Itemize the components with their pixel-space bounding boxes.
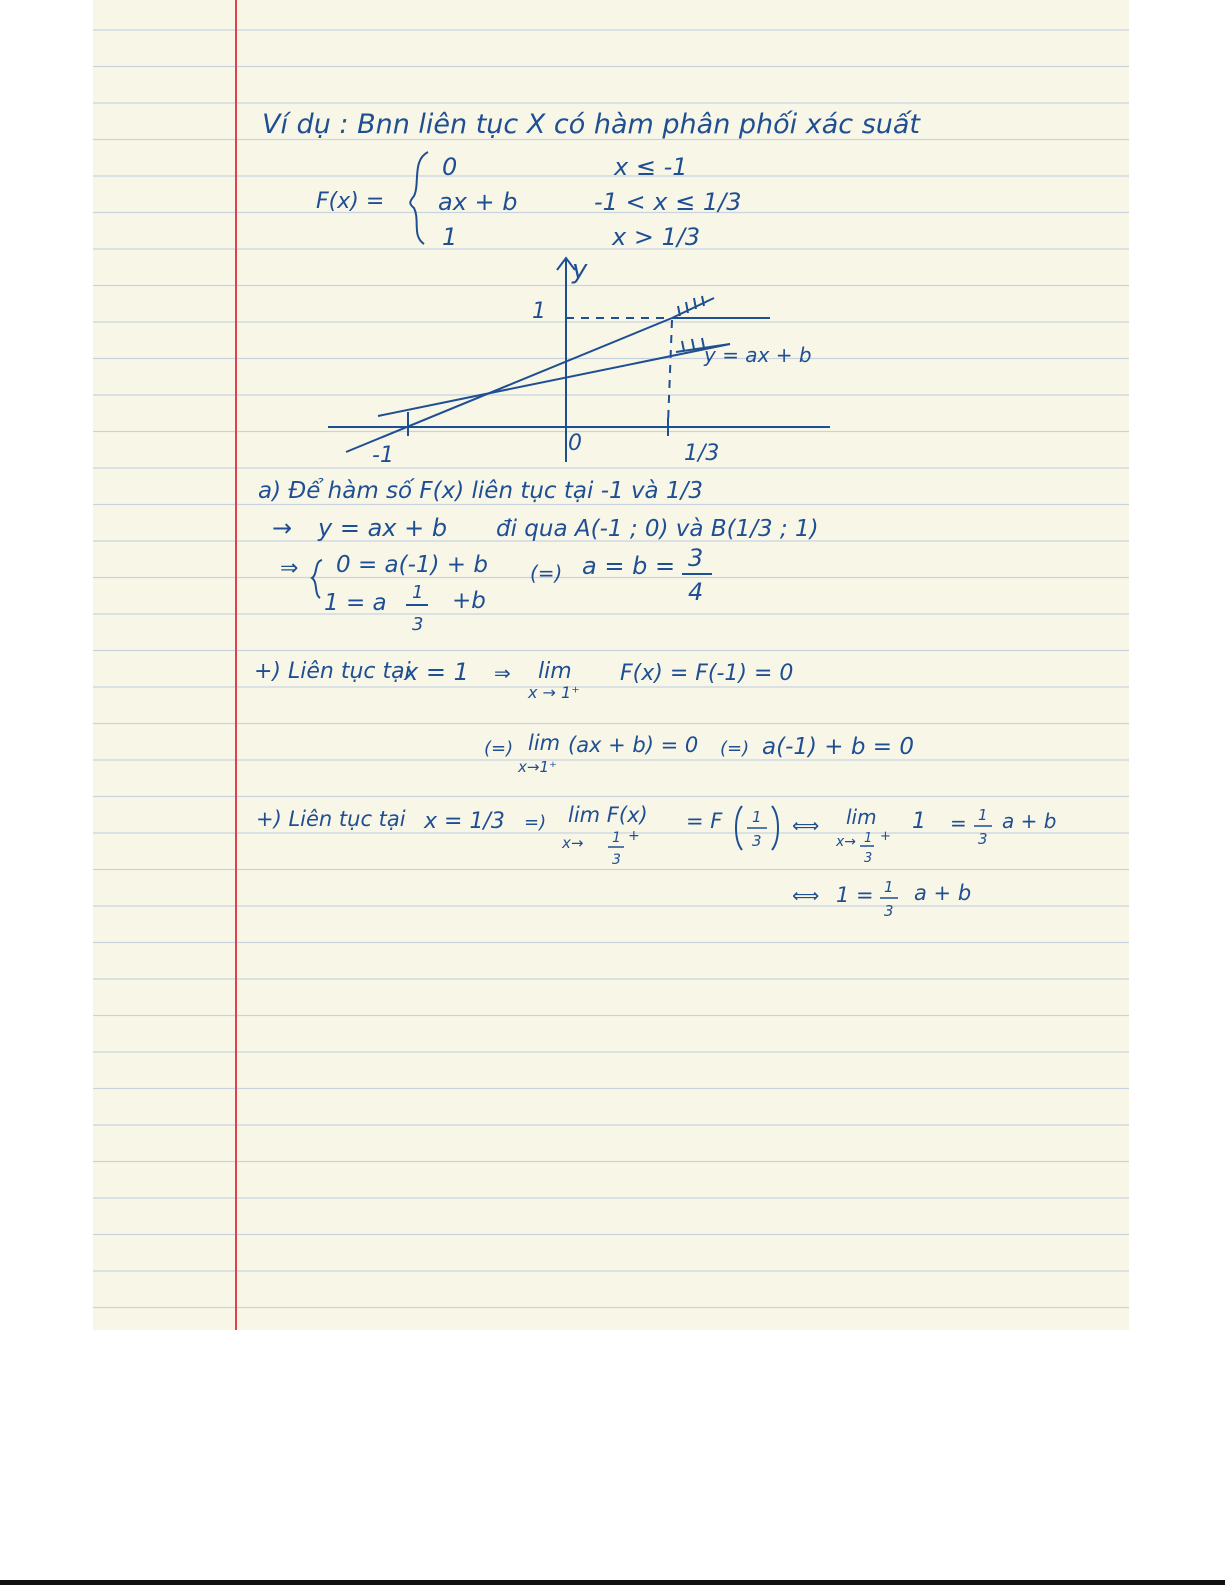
cont2-point: x = 1/3 <box>424 809 505 834</box>
y-axis-label: y <box>572 255 588 285</box>
part-a-line-expr: y = ax + b <box>318 514 448 542</box>
cont2-bullet: +) Liên tục tại <box>256 807 406 831</box>
cont1-l2-lim: lim <box>528 731 561 755</box>
cdf-case-2-condition: -1 < x ≤ 1/3 <box>594 188 742 216</box>
line-label: y = ax + b <box>704 343 812 367</box>
ab-num: 3 <box>688 544 704 572</box>
part-a-line-text: đi qua A(-1 ; 0) và B(1/3 ; 1) <box>496 516 819 542</box>
cont2-l2-tail: a + b <box>914 881 972 905</box>
cont2-paren-num: 1 <box>752 808 762 826</box>
cdf-case-3-condition: x > 1/3 <box>612 223 701 251</box>
cont2-lim2-sub: x→ <box>836 834 857 850</box>
system-eq-1: 0 = a(-1) + b <box>336 552 488 578</box>
x-tick-0: 0 <box>568 431 582 456</box>
cont1-l2-equiv2: (=) <box>720 738 750 759</box>
system-eq-2-frac-num: 1 <box>412 582 424 603</box>
cont2-rhs-den: 3 <box>978 830 988 848</box>
title: Ví dụ : Bnn liên tục X có hàm phân phối xác suất <box>262 109 921 140</box>
equiv-sign: (=) <box>530 561 563 585</box>
cont1-l2-expr: (ax + b) = 0 <box>568 733 699 757</box>
system-eq-2-right: +b <box>452 588 486 614</box>
dashed-x-1-3 <box>668 320 672 424</box>
cont2-lim2: lim <box>846 805 877 829</box>
system-brace <box>312 560 322 598</box>
cont2-rhs-eq: = <box>950 811 967 835</box>
cont1-l2-equiv: (=) <box>484 738 514 759</box>
cont2-l2-num: 1 <box>884 878 894 896</box>
cont2-l2-equiv: ⟺ <box>792 885 820 907</box>
ab-left: a = b = <box>582 552 676 580</box>
line-y-ax-b <box>378 344 730 416</box>
cont2-lim-sub: x→ <box>562 834 584 852</box>
cont2-lim-sub-num: 1 <box>612 830 621 846</box>
cont2-equiv: ⟺ <box>792 815 820 837</box>
cont2-lim2-sub-num: 1 <box>864 831 873 846</box>
part-a-arrow: → <box>272 514 293 542</box>
system-eq-2-left: 1 = a <box>324 590 387 616</box>
y-tick-1: 1 <box>532 299 546 324</box>
cont1-bullet: +) Liên tục tại <box>254 659 411 684</box>
cont2-lim2-sub-sign: + <box>880 829 891 844</box>
handwritten-notes <box>93 0 1129 1330</box>
part-a-heading: a) Để hàm số F(x) liên tục tại -1 và 1/3 <box>258 478 703 504</box>
cdf-case-2-value: ax + b <box>438 188 518 216</box>
hatch-upper <box>672 296 714 318</box>
cont2-rhs-tail: a + b <box>1002 809 1057 833</box>
cont2-lim: lim F(x) <box>568 803 648 827</box>
cont2-l2-den: 3 <box>884 902 894 920</box>
cont2-lim2-val: 1 <box>912 809 926 834</box>
cdf-case-3-value: 1 <box>442 223 458 251</box>
cont2-paren-den: 3 <box>752 832 762 850</box>
cont2-eq: = F <box>686 809 723 833</box>
cdf-case-1-value: 0 <box>442 153 458 181</box>
cont2-rhs-num: 1 <box>978 806 988 824</box>
cont1-l2-result: a(-1) + b = 0 <box>762 734 914 760</box>
cdf-case-1-condition: x ≤ -1 <box>614 153 688 181</box>
cont2-lim-sub-den: 3 <box>612 852 621 868</box>
cont1-point: x = 1 <box>404 658 469 686</box>
notebook-page <box>93 0 1129 1330</box>
ab-den: 4 <box>688 578 704 606</box>
x-tick-minus-1: -1 <box>372 443 394 468</box>
cont2-arrow: =) <box>524 812 547 833</box>
left-brace <box>410 152 428 244</box>
line-through-a-b <box>346 318 672 452</box>
cont1-lim: lim <box>538 659 572 684</box>
cont1-arrow: ⇒ <box>494 661 511 685</box>
system-arrow: ⇒ <box>280 556 299 581</box>
x-tick-1-3: 1/3 <box>684 441 720 466</box>
cdf-lhs: F(x) = <box>316 189 385 214</box>
page-bottom-edge <box>0 1580 1225 1585</box>
system-eq-2-frac-den: 3 <box>412 614 424 635</box>
cont1-l2-lim-sub: x→1⁺ <box>518 758 557 776</box>
cont2-lim2-sub-den: 3 <box>864 851 873 866</box>
cont1-lim-sub: x → 1⁺ <box>528 683 580 702</box>
cont2-lim-sub-sign: + <box>628 828 640 844</box>
cont2-l2-left: 1 = <box>836 883 874 907</box>
cont1-expr: F(x) = F(-1) = 0 <box>620 661 794 686</box>
